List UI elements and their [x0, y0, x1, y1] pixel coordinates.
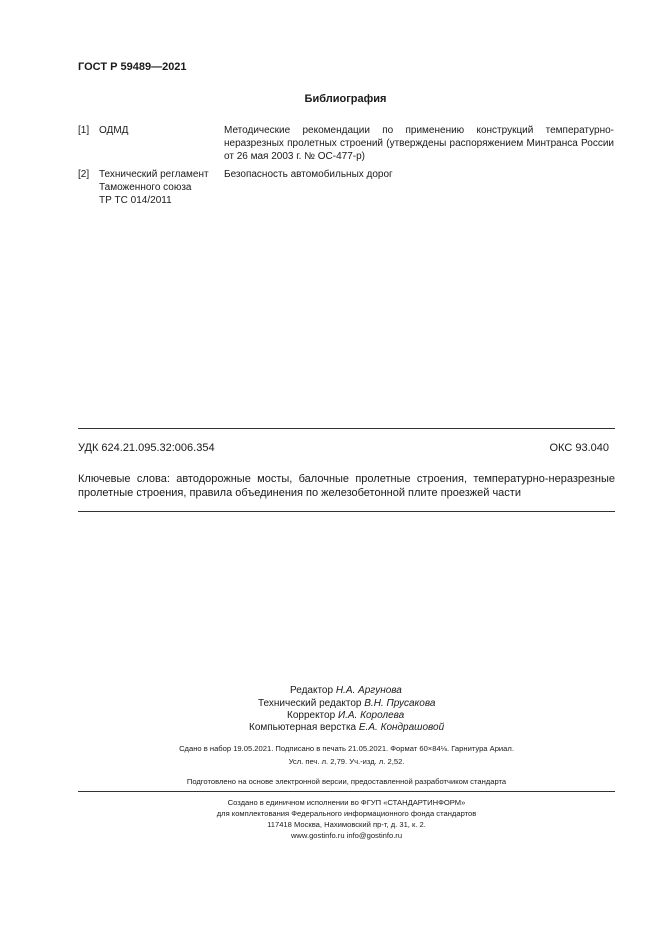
credit-role: Редактор [290, 685, 334, 696]
publisher-top-rule [78, 791, 615, 792]
bib-entry-1-description [224, 124, 614, 163]
publisher-line: для комплектования Федерального информационного фонда стандартов [216, 809, 477, 818]
publisher-address: 117418 Москва, Нахимовский пр-т, д. 31, к. 2. [267, 820, 426, 829]
publisher-contacts: www.gostinfo.ru info@gostinfo.ru [290, 831, 403, 840]
keywords [78, 472, 615, 500]
publisher-line: Создано в единичном исполнении во ФГУП «СТАНДАРТИНФОРМ» [227, 798, 466, 807]
keywords-line: Ключевые слова: автодорожные мосты, балочные пролетные строения, температурно-неразрезные [78, 473, 615, 485]
bib-entry-2-source-line: Таможенного союза [99, 182, 192, 193]
bib-entry-2-number: [2] [78, 169, 90, 180]
bib-entry-1-desc-line: неразрезных пролетных строений (утверждены распоряжением Минтранса России [224, 138, 614, 149]
bib-entry-1-number: [1] [78, 125, 90, 136]
credit-editor [290, 684, 402, 697]
imprint-line-1: Сдано в набор 19.05.2021. Подписано в печать 21.05.2021. Формат 60×84⅛. Гарнитура Ариал. [179, 744, 514, 753]
credit-name: И.А. Королева [337, 710, 405, 721]
credit-role: Корректор [287, 710, 336, 721]
bib-entry-1-desc-line: от 26 мая 2003 г. № ОС-477-р) [224, 151, 365, 162]
bib-entry-2-desc-line: Безопасность автомобильных дорог [224, 169, 393, 180]
credit-name: Н.А. Аргунова [335, 685, 402, 696]
bib-entry-2-source [99, 168, 219, 207]
document-code: ГОСТ Р 59489—2021 [78, 61, 187, 73]
keywords-line: пролетные строения, правила объединения по железобетонной плите проезжей части [78, 487, 521, 499]
bib-entry-1-desc-line: Методические рекомендации по применению конструкций температурно- [224, 125, 614, 136]
udk-code: УДК 624.21.095.32:006.354 [78, 442, 215, 454]
bibliography-title: Библиография [304, 93, 387, 105]
imprint-prepared-note: Подготовлено на основе электронной версии, предоставленной разработчиком стандарта [186, 777, 507, 786]
credit-role: Технический редактор [258, 698, 362, 709]
bib-entry-2-source-line: Технический регламент [99, 169, 209, 180]
imprint-line-2: Усл. печ. л. 2,79. Уч.-изд. л. 2,52. [288, 757, 405, 766]
oks-code: ОКС 93.040 [549, 442, 609, 454]
credit-name: Е.А. Кондрашовой [358, 722, 445, 733]
bib-entry-2-description [224, 168, 614, 181]
credit-layout [249, 721, 444, 734]
keywords-bottom-rule [78, 511, 615, 512]
bib-entry-1-source: ОДМД [99, 125, 129, 136]
bib-entry-2-source-line: ТР ТС 014/2011 [99, 195, 172, 206]
credit-name: В.Н. Прусакова [364, 698, 436, 709]
udk-top-rule [78, 428, 615, 429]
credit-role: Компьютерная верстка [249, 722, 357, 733]
